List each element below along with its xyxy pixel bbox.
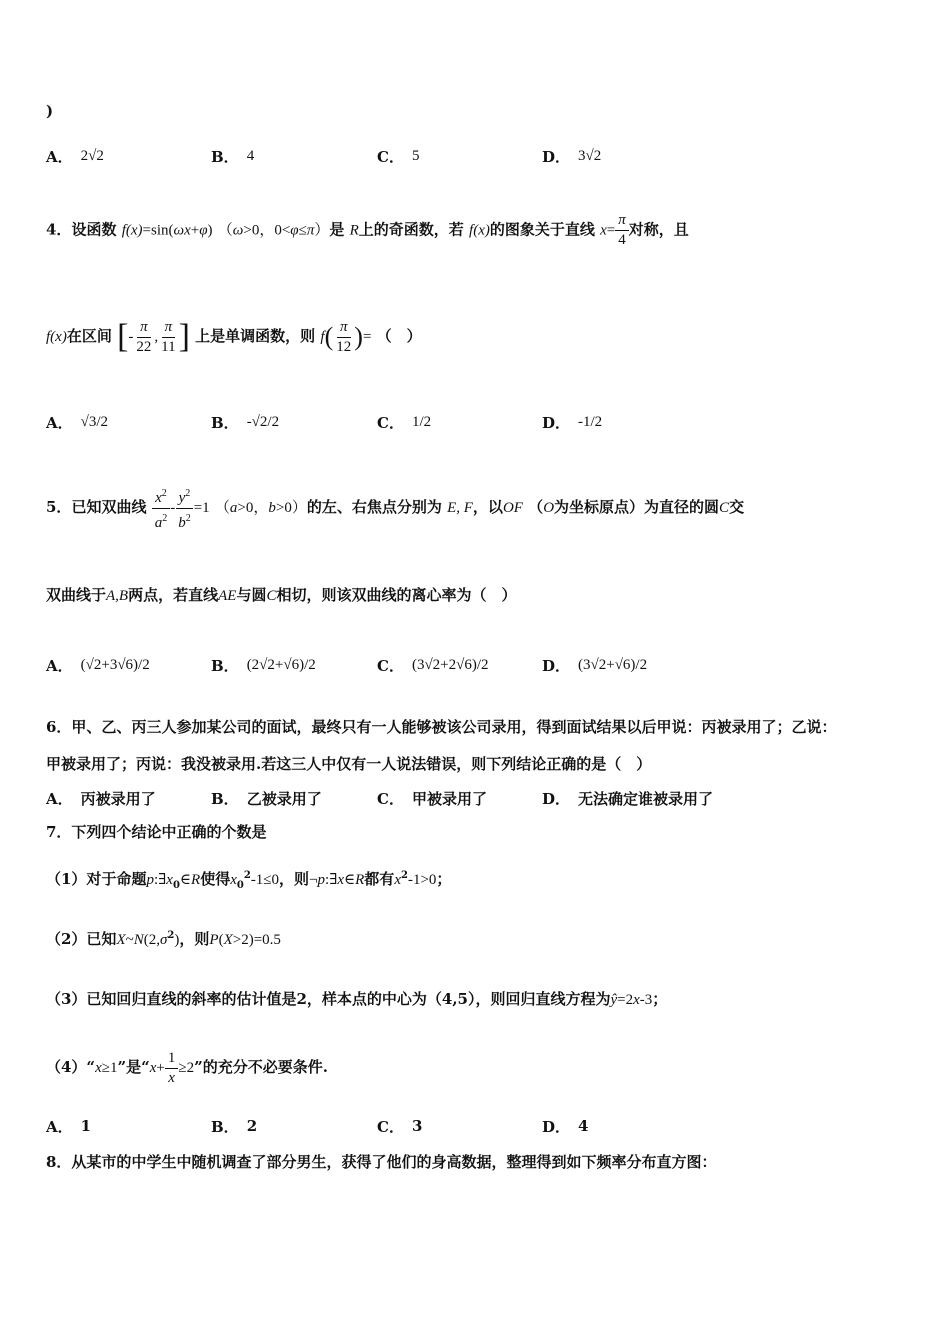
q5-number: 5． — [46, 498, 72, 516]
q5-line-1: 5．已知双曲线 $\frac{x^2}{a^2}$ - $\frac{y^2}{b^2}$ =1 （a>0，b>0）的左、右焦点分别为 E, F，以OF （O为坐标原点）为直径的圆C交 — [46, 484, 910, 530]
q3-option-a[interactable]: A． 2√2 — [46, 147, 104, 166]
q3-option-a-value: 2√2 — [80, 147, 104, 164]
q7-option-c[interactable]: C． 3 — [377, 1117, 423, 1136]
q4-function-def: f(x) — [121, 222, 143, 239]
q6-option-a[interactable]: A． 丙被录用了 — [46, 789, 156, 808]
q3-option-c[interactable]: C． 5 — [377, 147, 420, 166]
q7-option-a[interactable]: A． 1 — [46, 1117, 92, 1136]
q4-option-a[interactable]: A． √3/2 — [46, 413, 109, 432]
q7-option-b[interactable]: B． 2 — [211, 1117, 258, 1136]
q5-option-c[interactable]: C． (3√2+2√6)/2 — [377, 656, 489, 675]
q6-line-1: 6．甲、乙、丙三人参加某公司的面试，最终只有一人能够被该公司录用，得到面试结果以后甲说：丙被录用了；乙说： — [46, 718, 837, 736]
q7-statement-2: （2）已知$X\sim N(2,\sigma^2)$，则P(X>2)=0.5 — [46, 930, 281, 948]
q3-option-d[interactable]: D． 3√2 — [542, 147, 602, 166]
q4-number: 4． — [46, 220, 72, 239]
q5-options — [46, 640, 926, 690]
q5-line-2: 双曲线于A,B两点，若直线AE与圆C相切，则该双曲线的离心率为（ ） — [46, 586, 517, 604]
q7-statement-4: （4）“x≥1”是“x+ $\frac{1}{x}$ ≥2”的充分不必要条件. — [46, 1049, 328, 1086]
q4-line-1: 4．设函数 f(x)=sin(ωx+φ) （ω>0，0<φ≤π）是 R上的奇函数，若 f(x)的图象关于直线 x= $\frac{\pi}{4}$ 对称，且 — [46, 212, 689, 248]
q3-options — [46, 136, 926, 176]
q3-close-paren: ) — [46, 102, 54, 120]
q4-options — [46, 398, 926, 446]
q7-options — [46, 1108, 926, 1144]
q3-option-b[interactable]: B． 4 — [211, 147, 255, 166]
q4-option-c[interactable]: C． 1/2 — [377, 413, 432, 432]
q7-statement-1: （1）对于命题$p:\exists x_0\in R$使得$x_0^2-1\le 0$，则¬p:∃x∈R都有$x^2-1>0$； — [46, 870, 452, 891]
q4-line-2: f(x)在区间 [- $\frac{\pi}{22}$ , $\frac{\pi}{11}$ ] 上是单调函数，则 f( $\frac{\pi}{12}$ )= （ ） — [46, 318, 422, 355]
q5-option-b[interactable]: B． (2√2+√6)/2 — [211, 656, 316, 675]
q7-statement-3: （3）已知回归直线的斜率的估计值是2，样本点的中心为（4,5），则回归直线方程为ŷ=2x-3； — [46, 990, 668, 1008]
q5-option-d[interactable]: D． (3√2+√6)/2 — [542, 656, 648, 675]
q6-options — [46, 780, 926, 816]
q7-option-d[interactable]: D． 4 — [542, 1117, 589, 1136]
q8-text: 8．从某市的中学生中随机调查了部分男生，获得了他们的身高数据，整理得到如下频率分布直方图： — [46, 1153, 717, 1171]
q4-option-b[interactable]: B． -√2/2 — [211, 413, 280, 432]
q7-title: 7．下列四个结论中正确的个数是 — [46, 823, 267, 841]
q6-option-b[interactable]: B． 乙被录用了 — [211, 789, 322, 808]
q6-option-d[interactable]: D． 无法确定谁被录用了 — [542, 789, 714, 808]
q6-option-c[interactable]: C． 甲被录用了 — [377, 789, 487, 808]
q4-option-d[interactable]: D． -1/2 — [542, 413, 603, 432]
q6-line-2: 甲被录用了；丙说：我没被录用.若这三人中仅有一人说法错误，则下列结论正确的是（ ） — [46, 755, 652, 773]
q5-option-a[interactable]: A． (√2+3√6)/2 — [46, 656, 150, 675]
